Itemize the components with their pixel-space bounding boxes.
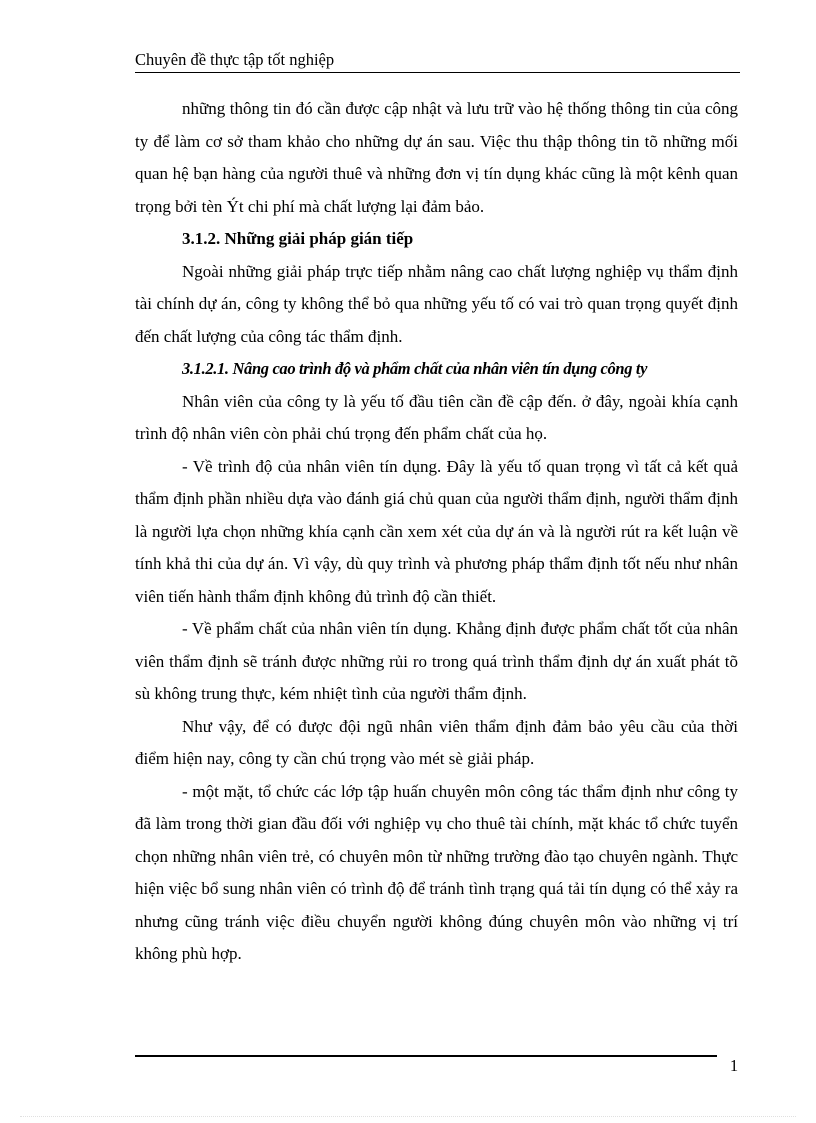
header-title: Chuyên đề thực tập tốt nghiệp — [135, 50, 335, 69]
paragraph-training-recruitment: - một mặt, tổ chức các lớp tập huấn chuyên môn công tác thẩm định như công ty đã làm trong thời gian đầu đối với nghiệp vụ cho thuê tài chính, mặt khác tổ chức tuyển chọn những nhân viên trẻ, có chuyên môn từ những trường đào tạo chuyên ngành. Thực hiện việc bổ sung nhân viên có trình độ để tránh tình trạng quá tải tín dụng có thể xảy ra nhưng cũng tránh việc điều chuyển người không đúng chuyên môn vào những vị trí không phù hợp. — [135, 781, 738, 963]
subsection-heading-3-1-2-1: 3.1.2.1. Nâng cao trình độ và phẩm chất của nhân viên tín dụng công ty — [182, 359, 648, 378]
page-header — [135, 50, 740, 73]
paragraph-staff-ethics: - Về phẩm chất của nhân viên tín dụng. Khẳng định được phẩm chất tốt của nhân viên thẩm định sẽ tránh được những rủi ro trong quá trình thẩm định dự án xuất phát tõ sù không trung thực, kém nhiệt tình của người thẩm định. — [135, 619, 738, 703]
paragraph-continuation: những thông tin đó cần được cập nhật và lưu trữ vào hệ thống thông tin của công ty để làm cơ sở tham khảo cho những dự án sau. Việc thu thập thông tin tõ những mối quan hệ bạn hàng của người thuê và những đơn vị tín dụng khác cũng là một kênh quan trọng bởi tèn Ýt chi phí mà chất lượng lại đảm bảo. — [135, 99, 738, 216]
footer-divider — [135, 1055, 717, 1057]
paragraph-solutions-summary: Như vậy, để có được đội ngũ nhân viên thẩm định đảm bảo yêu cầu của thời điểm hiện nay, công ty cần chú trọng vào mét sè giải pháp. — [135, 716, 738, 768]
section-heading-3-1-2: 3.1.2. Những giải pháp gián tiếp — [182, 229, 414, 248]
document-body — [135, 93, 738, 971]
paragraph-staff-qualification: - Về trình độ của nhân viên tín dụng. Đây là yếu tố quan trọng vì tất cả kết quả thẩm định phần nhiều dựa vào đánh giá chủ quan của người thẩm định, người thẩm định là người lựa chọn những khía cạnh cần xem xét của dự án và là người rút ra kết luận về tính khả thi của dự án. Vì vậy, dù quy trình và phương pháp thẩm định tốt nếu như nhân viên tiến hành thẩm định không đủ trình độ cần thiết. — [135, 456, 738, 606]
paragraph-staff-intro: Nhân viên của công ty là yếu tố đầu tiên cần đề cập đến. ở đây, ngoài khía cạnh trình độ nhân viên còn phải chú trọng đến phẩm chất của họ. — [135, 391, 738, 443]
page-bottom-edge — [20, 1116, 796, 1117]
paragraph-indirect-solutions: Ngoài những giải pháp trực tiếp nhằm nâng cao chất lượng nghiệp vụ thẩm định tài chính dự án, công ty không thể bỏ qua những yếu tố có vai trò quan trọng quyết định đến chất lượng của công tác thẩm định. — [135, 261, 738, 346]
page-number: 1 — [729, 1056, 739, 1075]
